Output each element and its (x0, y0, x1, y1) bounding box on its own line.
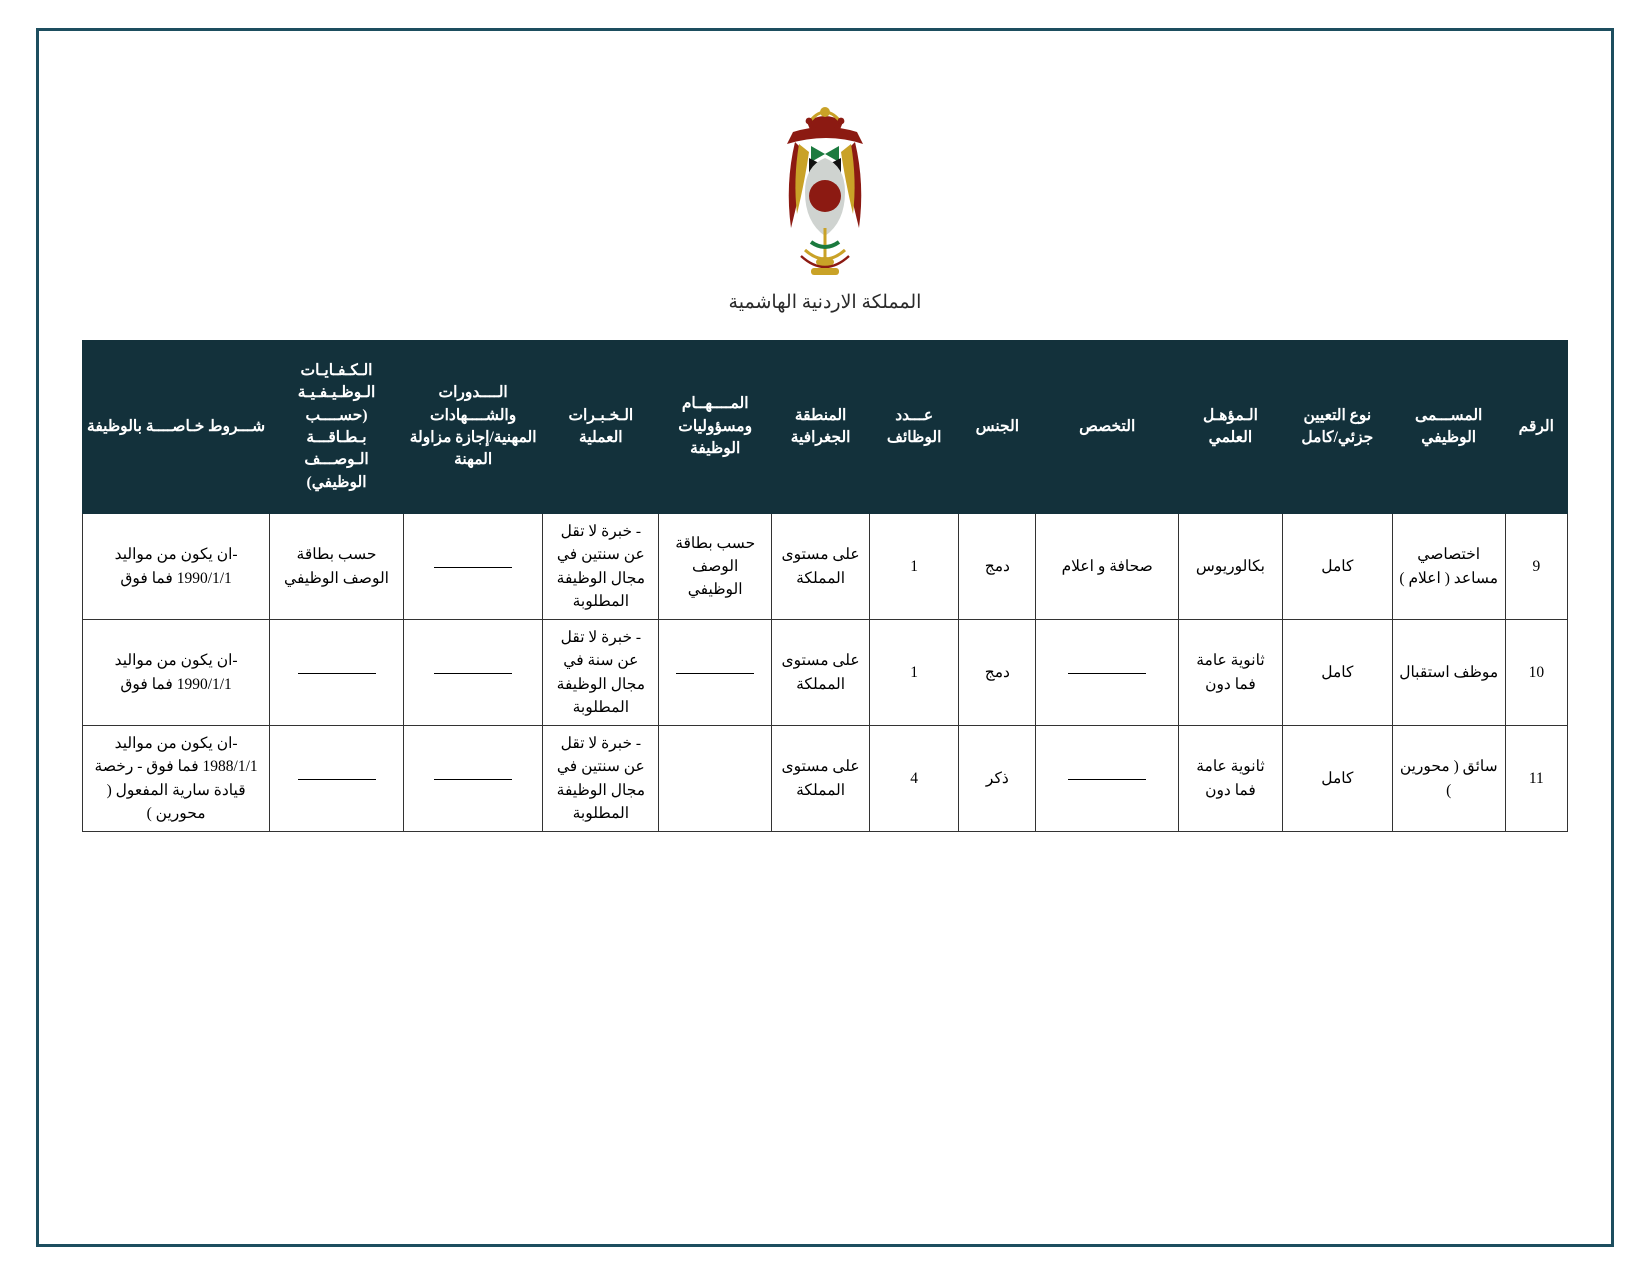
header-competencies: الـكـفـايـات الـوظـيـفـيـة (حســــب بـطـاقـــة الـوصـــف الوظيفي) (270, 341, 404, 514)
jobs-table (82, 340, 1568, 832)
kingdom-caption: المملكة الاردنية الهاشمية (728, 292, 922, 313)
cell-appointment-type: كامل (1282, 726, 1392, 832)
cell-gender: ذكر (959, 726, 1036, 832)
header-gender: الجنس (959, 341, 1036, 514)
jordan-coat-of-arms-icon (755, 96, 895, 286)
header-job-count: عـــدد الوظائف (870, 341, 959, 514)
cell-courses (403, 514, 543, 620)
cell-experience: - خبرة لا تقل عن سنتين في مجال الوظيفة المطلوبة (543, 514, 659, 620)
cell-competencies (270, 726, 404, 832)
header-job-title: المســـمى الوظيفي (1392, 341, 1505, 514)
empty-dash (434, 672, 512, 674)
cell-courses (403, 620, 543, 726)
cell-number: 11 (1505, 726, 1567, 832)
cell-appointment-type: كامل (1282, 620, 1392, 726)
empty-dash (1068, 778, 1146, 780)
cell-specialization (1036, 620, 1179, 726)
cell-specialization: صحافة و اعلام (1036, 514, 1179, 620)
page-content (36, 34, 1614, 832)
empty-dash (434, 566, 512, 568)
empty-dash (1068, 672, 1146, 674)
cell-job-count: 1 (870, 620, 959, 726)
cell-region: على مستوى المملكة (772, 514, 870, 620)
cell-competencies (270, 620, 404, 726)
header-experience: الـخـبـرات العملية (543, 341, 659, 514)
header-tasks: المــــهــام ومسؤوليات الوظيفة (659, 341, 772, 514)
cell-tasks (659, 620, 772, 726)
empty-dash (298, 778, 376, 780)
cell-specialization (1036, 726, 1179, 832)
cell-tasks (659, 726, 772, 832)
cell-experience: - خبرة لا تقل عن سنة في مجال الوظيفة المطلوبة (543, 620, 659, 726)
cell-job-count: 1 (870, 514, 959, 620)
cell-tasks: حسب بطاقة الوصف الوظيفي (659, 514, 772, 620)
emblem-container (82, 96, 1568, 291)
cell-job-count: 4 (870, 726, 959, 832)
header-number: الرقم (1505, 341, 1567, 514)
cell-appointment-type: كامل (1282, 514, 1392, 620)
header-appointment-type: نوع التعيين جزئي/كامل (1282, 341, 1392, 514)
cell-region: على مستوى المملكة (772, 620, 870, 726)
cell-number: 9 (1505, 514, 1567, 620)
header-courses: الــــدورات والشــــهادات المهنية/إجازة مزاولة المهنة (403, 341, 543, 514)
cell-special-conditions: -ان يكون من مواليد 1990/1/1 فما فوق (83, 514, 270, 620)
header-region: المنطقة الجغرافية (772, 341, 870, 514)
cell-job-title: اختصاصي مساعد ( اعلام ) (1392, 514, 1505, 620)
cell-gender: دمج (959, 620, 1036, 726)
cell-education: ثانوية عامة فما دون (1178, 620, 1282, 726)
cell-competencies: حسب بطاقة الوصف الوظيفي (270, 514, 404, 620)
header-specialization: التخصص (1036, 341, 1179, 514)
cell-job-title: موظف استقبال (1392, 620, 1505, 726)
cell-education: ثانوية عامة فما دون (1178, 726, 1282, 832)
table-row (83, 514, 1568, 620)
cell-number: 10 (1505, 620, 1567, 726)
header-special-conditions: شـــروط خـاصــــة بالوظيفة (83, 341, 270, 514)
cell-special-conditions: -ان يكون من مواليد 1988/1/1 فما فوق - رخصة قيادة سارية المفعول ( محورين ) (83, 726, 270, 832)
cell-education: بكالوريوس (1178, 514, 1282, 620)
cell-courses (403, 726, 543, 832)
table-header-row (83, 341, 1568, 514)
empty-dash (676, 672, 754, 674)
empty-dash (298, 672, 376, 674)
cell-gender: دمج (959, 514, 1036, 620)
table-row (83, 620, 1568, 726)
cell-job-title: سائق ( محورين ) (1392, 726, 1505, 832)
empty-dash (434, 778, 512, 780)
table-row (83, 726, 1568, 832)
cell-experience: - خبرة لا تقل عن سنتين في مجال الوظيفة المطلوبة (543, 726, 659, 832)
header-education: الـمؤهـل العلمي (1178, 341, 1282, 514)
cell-special-conditions: -ان يكون من مواليد 1990/1/1 فما فوق (83, 620, 270, 726)
cell-region: على مستوى المملكة (772, 726, 870, 832)
